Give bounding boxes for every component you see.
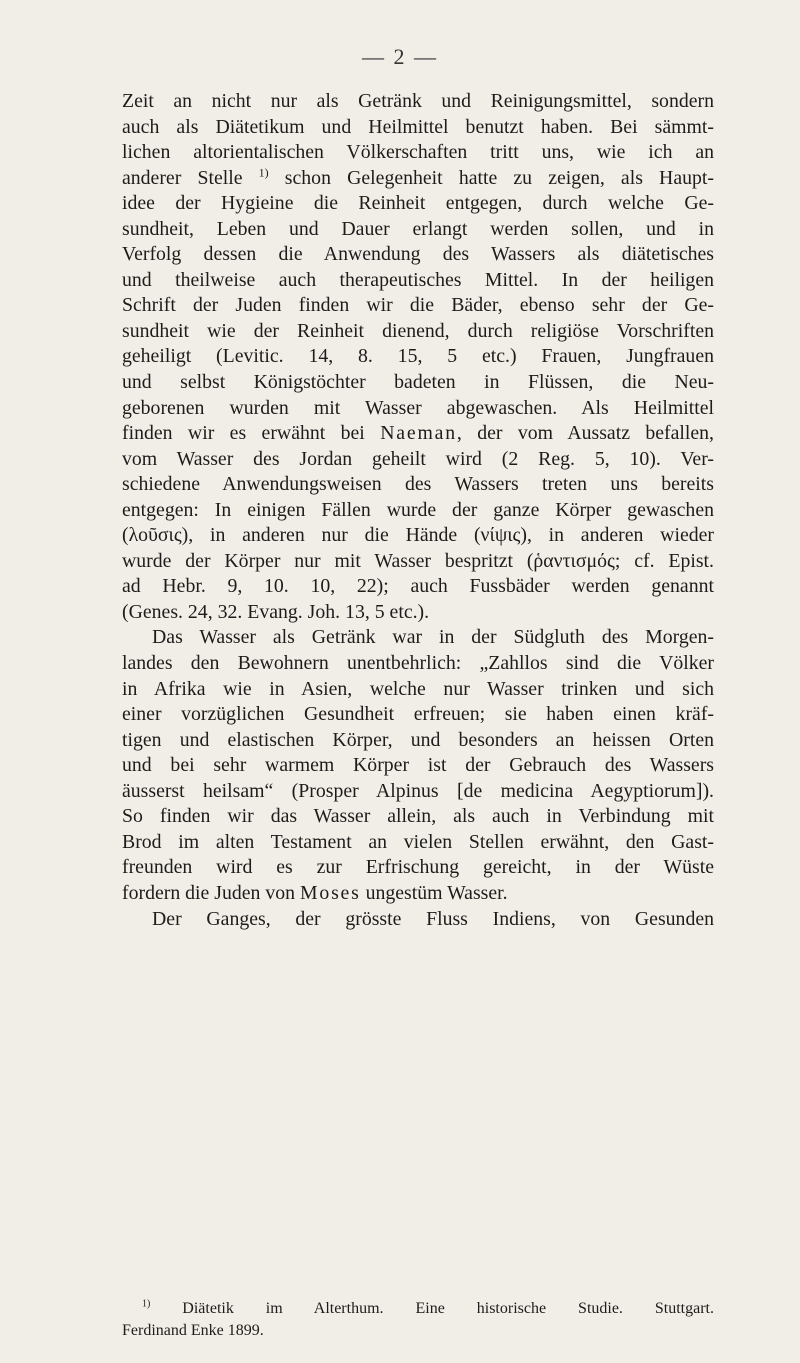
body-text (122, 89, 714, 932)
text-line: freunden wird es zur Erfrischung gereicht, in der Wüste (122, 856, 714, 879)
text-line: und bei sehr warmem Körper ist der Gebrauch des Wassers (122, 754, 714, 777)
footnote-text: Diätetik im Alterthum. Eine historische Studie. Stuttgart. (150, 1300, 714, 1317)
text-line (122, 421, 714, 447)
footnotes (122, 1298, 714, 1342)
text-line: Verfolg dessen die Anwendung des Wassers als diätetisches (122, 243, 714, 266)
text-line (122, 166, 714, 192)
footnote-marker: 1) (142, 1298, 151, 1310)
page-number: — 2 — (362, 44, 438, 69)
text-line: und theilweise auch therapeutisches Mittel. In der heiligen (122, 268, 714, 291)
text-line: idee der Hygieine die Reinheit entgegen, durch welche Ge- (122, 192, 714, 215)
text-line: einer vorzüglichen Gesundheit erfreuen; sie haben einen kräf- (122, 703, 714, 726)
text-line: Schrift der Juden finden wir die Bäder, ebenso sehr der Ge- (122, 294, 714, 317)
text-segment: schon Gelegenheit hatte zu zeigen, als Haupt- (268, 166, 714, 189)
text-line: Brod im alten Testament an vielen Stellen erwähnt, den Gast- (122, 830, 714, 853)
footnote-reference: 1) (258, 165, 269, 180)
text-line: lichen altorientalischen Völkerschaften tritt uns, wie ich an (122, 141, 714, 164)
spaced-name: Naeman (380, 422, 457, 445)
spaced-name: Moses (299, 881, 361, 904)
text-line: geborenen wurden mit Wasser abgewaschen. Als Heilmittel (122, 396, 714, 419)
text-line: Zeit an nicht nur als Getränk und Reinigungsmittel, sondern (122, 90, 714, 112)
text-segment: ungestüm Wasser. (360, 881, 508, 904)
text-segment: finden wir es erwähnt bei (122, 422, 381, 445)
text-line: So finden wir das Wasser allein, als auch in Verbindung mit (122, 805, 714, 828)
text-line (122, 881, 714, 907)
text-line: wurde der Körper nur mit Wasser bespritzt (ῥαντισμός; cf. Epist. (122, 549, 714, 572)
text-line: sundheit, Leben und Dauer erlangt werden sollen, und in (122, 217, 714, 240)
text-line: Das Wasser als Getränk war in der Südgluth des Morgen- (152, 626, 714, 649)
text-line: und selbst Königstöchter badeten in Flüssen, die Neu- (122, 371, 714, 394)
text-line: Der Ganges, der grösste Fluss Indiens, von Gesunden (152, 907, 714, 930)
text-line: in Afrika wie in Asien, welche nur Wasser trinken und sich (122, 677, 714, 700)
text-line: schiedene Anwendungsweisen des Wassers treten uns bereits (122, 473, 714, 496)
text-line: geheiligt (Levitic. 14, 8. 15, 5 etc.) Frauen, Jungfrauen (122, 345, 714, 368)
text-line: (λοῦσις), in anderen nur die Hände (νίψις), in anderen wieder (122, 524, 714, 547)
text-line: ad Hebr. 9, 10. 10, 22); auch Fussbäder werden genannt (122, 575, 714, 598)
text-segment: anderer Stelle (122, 166, 259, 189)
text-segment: , der vom Aussatz befallen, (456, 422, 715, 445)
text-segment: fordern die Juden von (122, 881, 300, 904)
text-line: sundheit wie der Reinheit dienend, durch religiöse Vorschriften (122, 319, 714, 342)
footnote-line (122, 1320, 714, 1342)
footnote-text: Ferdinand Enke 1899. (122, 1322, 264, 1339)
text-line: tigen und elastischen Körper, und besonders an heissen Orten (122, 728, 714, 751)
text-line: äusserst heilsam“ (Prosper Alpinus [de medicina Aegyptiorum]). (122, 779, 714, 802)
text-line: auch als Diätetikum und Heilmittel benutzt haben. Bei sämmt- (122, 115, 714, 138)
text-line: landes den Bewohnern unentbehrlich: „Zahllos sind die Völker (122, 652, 714, 675)
text-line: (Genes. 24, 32. Evang. Joh. 13, 5 etc.). (122, 600, 430, 623)
text-line: entgegen: In einigen Fällen wurde der ganze Körper gewaschen (122, 498, 714, 521)
footnote-line (122, 1298, 714, 1320)
text-line: vom Wasser des Jordan geheilt wird (2 Reg. 5, 10). Ver- (122, 447, 714, 470)
